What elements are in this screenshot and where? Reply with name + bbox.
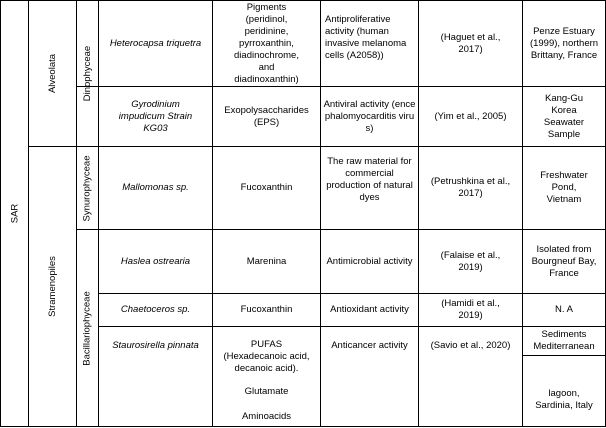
reference-cell: (Yim et al., 2005) (434, 110, 507, 122)
source-cell: N. A (555, 304, 573, 315)
compound-extra: Aminoacids (241, 411, 292, 422)
table-border-bottom (0, 426, 606, 427)
class-label-synurophyceae: Synurophyceae (82, 154, 93, 222)
source-cell: Sediments Mediterranean (533, 329, 595, 352)
compound-cell: Exopolysaccharides (EPS) (224, 104, 309, 128)
species-cell: Heterocapsa triquetra (109, 37, 202, 49)
reference-cell: (Falaise et al., 2019) (440, 249, 501, 273)
reference-cell: (Petrushkina et al., 2017) (430, 176, 511, 199)
supergroup-label-alveolata: Alveolata (47, 53, 58, 94)
reference-cell: (Hamidi et al., 2019) (441, 298, 500, 321)
activity-cell: Antimicrobial activity (326, 255, 413, 267)
source-cell-extra: lagoon, Sardinia, Italy (535, 388, 593, 411)
species-cell: Gyrodinium impudicum Strain KG03 (118, 98, 193, 134)
activity-cell: The raw material for commercial production of natural dyes (326, 156, 413, 203)
group-label: SAR (8, 203, 20, 224)
compound-cell (213, 339, 320, 425)
class-label-dinophyceae: Dinophyceae (82, 45, 93, 102)
source-cell: Kang-Gu Korea Seawater Sample (543, 92, 585, 140)
source-cell: Penze Estuary (1999), northern Brittany, France (529, 25, 599, 61)
species-cell: Mallomonas sp. (122, 182, 189, 193)
source-cell: Isolated from Bourgneuf Bay, France (531, 243, 597, 279)
species-cell: Staurosirella pinnata (112, 340, 199, 351)
activity-cell: Antiproliferative activity (human invasive melanoma cells (A2058)) (325, 14, 407, 61)
compound-cell: Marenina (246, 255, 287, 267)
compound-cell: Fucoxanthin (240, 304, 293, 315)
reference-cell: (Haguet et al., 2017) (440, 31, 501, 55)
reference-cell: (Savio et al., 2020) (430, 340, 511, 351)
compound-cell: Pigments (peridinol, peridinine, pyrroxanthin, diadinochrome, and diadinoxanthin) (234, 1, 299, 85)
activity-cell: Antioxidant activity (330, 304, 409, 315)
compound-cell: Fucoxanthin (240, 182, 293, 193)
activity-cell: Antiviral activity (encephalomyocarditis virus) (323, 98, 416, 134)
supergroup-label-stramenopiles: Stramenopiles (47, 256, 59, 317)
compound-text: PUFAS (Hexadecanoic acid, decanoic acid). (223, 339, 310, 374)
species-cell: Chaetoceros sp. (120, 304, 191, 315)
activity-cell: Anticancer activity (331, 340, 408, 351)
class-label-bacillariophyceae: Bacillariophyceae (82, 290, 93, 366)
compound-extra: Glutamate (244, 386, 289, 397)
species-cell: Haslea ostrearia (120, 255, 191, 267)
source-cell: Freshwater Pond, Vietnam (540, 170, 588, 205)
